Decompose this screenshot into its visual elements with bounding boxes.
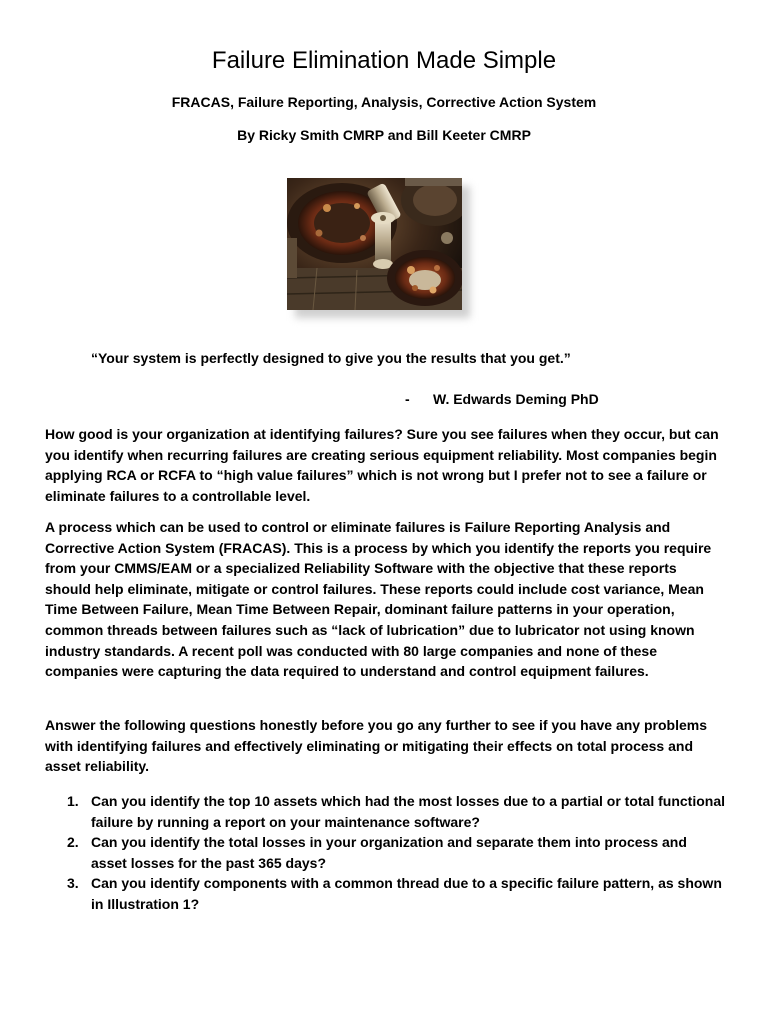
list-item-text: Can you identify the total losses in your organization and separate them into process and asset losses for the past 365 days? <box>91 834 687 871</box>
paragraph-questions-intro: Answer the following questions honestly before you go any further to see if you have any problems with identifying failures and effectively eliminating or mitigating their effects on total process and asset reliability. <box>45 717 707 775</box>
list-item <box>45 873 725 914</box>
list-item-text: Can you identify components with a common thread due to a specific failure pattern, as shown in Illustration 1? <box>91 875 722 912</box>
author-line: By Ricky Smith CMRP and Bill Keeter CMRP <box>237 127 531 143</box>
attribution-dash: - <box>405 391 410 407</box>
question-list <box>45 791 725 915</box>
page-title: Failure Elimination Made Simple <box>211 47 557 74</box>
deming-quote: “Your system is perfectly designed to give you the results that you get.” <box>91 350 571 366</box>
list-item-number: 1. <box>67 793 79 809</box>
attribution-name: W. Edwards Deming PhD <box>433 391 599 407</box>
list-item-number: 2. <box>67 834 79 851</box>
paragraph-intro: How good is your organization at identifying failures? Sure you see failures when they occur, but can you identify when recurring failures are creating serious equipment reliability. Most companies begin applying RCA or RCFA to “high value failures” which is not wrong but I prefer not to see a failure or eliminate failures to a controllable level. <box>45 426 719 504</box>
list-item <box>45 832 725 873</box>
equipment-photo <box>287 178 462 310</box>
list-item-text: Can you identify the top 10 assets which had the most losses due to a partial or total functional failure by running a report on your maintenance software? <box>91 793 725 830</box>
quote-attribution <box>405 390 599 408</box>
list-item <box>45 791 725 832</box>
page-subtitle: FRACAS, Failure Reporting, Analysis, Corrective Action System <box>171 94 597 110</box>
disassembled-motor-photo-icon <box>287 178 462 310</box>
paragraph-fracas: A process which can be used to control or eliminate failures is Failure Reporting Analysis and Corrective Action System (FRACAS). This is a process by which you identify the reports you require from your CMMS/EAM or a specialized Reliability Software with the objective that these reports should help eliminate, mitigate or control failures. These reports could include cost variance, Mean Time Between Failure, Mean Time Between Repair, dominant failure patterns in your operation, common threads between failures such as “lack of lubrication” due to lubricator not using known industry standards. A recent poll was conducted with 80 large companies and none of these companies were capturing the data required to understand and control equipment failures. <box>45 519 712 680</box>
list-item-number: 3. <box>67 875 79 892</box>
